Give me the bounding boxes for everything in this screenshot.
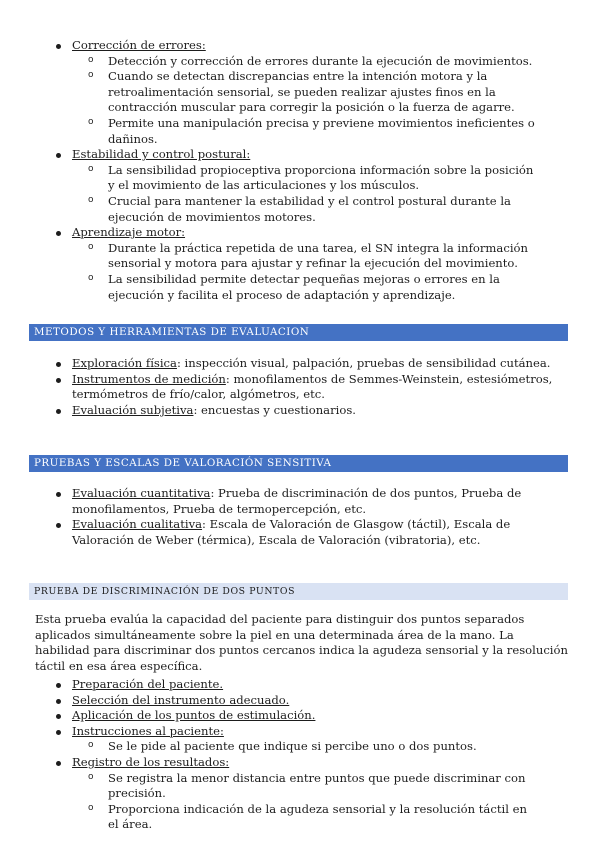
methods-list xyxy=(0,356,600,418)
list-item xyxy=(0,755,600,833)
sub-list-item: o La sensibilidad propioceptiva proporciona información sobre la posición y el movimiento de las articulaciones y los músculos. xyxy=(0,163,570,194)
item-text: : Prueba de discriminación de dos puntos, Prueba de monofilamentos, Prueba de termopercepción, etc. xyxy=(72,486,522,516)
sub-list-item: o Crucial para mantener la estabilidad y el control postural durante la ejecución de movimientos motores. xyxy=(0,194,570,225)
list-item xyxy=(0,693,600,709)
two-point-paragraph: Esta prueba evalúa la capacidad del paciente para distinguir dos puntos separados aplicados simultáneamente sobre la piel en una determinada área de la mano. La habilidad para discriminar dos puntos cercanos indica la agudeza sensorial y la resolución táctil en esa área específica. xyxy=(35,612,568,673)
list-item xyxy=(0,403,600,419)
sub-list-item: o Se registra la menor distancia entre puntos que puede discriminar con precisión. xyxy=(0,771,570,802)
sub-list-item: o Durante la práctica repetida de una tarea, el SN integra la información sensorial y motora para ajustar y refinar la ejecución del movimiento. xyxy=(0,241,570,272)
item-title: Aprendizaje motor: xyxy=(72,225,186,240)
item-term: Instrumentos de medición xyxy=(72,371,226,386)
sub-list-item: o Se le pide al paciente que indique si percibe uno o dos puntos. xyxy=(0,739,570,755)
sub-list-item: o Detección y corrección de errores durante la ejecución de movimientos. xyxy=(0,54,570,70)
sub-list xyxy=(0,54,570,148)
sub-list xyxy=(0,241,570,303)
section-heading-two-point: PRUEBA DE DISCRIMINACIÓN DE DOS PUNTOS xyxy=(29,583,568,600)
item-term: Evaluación subjetiva xyxy=(72,402,194,417)
list-item xyxy=(0,486,600,517)
tests-list xyxy=(0,486,600,548)
step-title: Registro de los resultados: xyxy=(72,754,230,769)
list-item xyxy=(0,724,600,755)
sub-list-item: o Permite una manipulación precisa y previene movimientos ineficientes o dañinos. xyxy=(0,116,570,147)
item-term: Exploración física xyxy=(72,356,177,370)
list-item xyxy=(0,356,600,372)
list-item xyxy=(0,708,600,724)
item-title: Estabilidad y control postural: xyxy=(72,147,251,162)
list-item xyxy=(0,677,600,693)
item-text: : monofilamentos de Semmes-Weinstein, estesiómetros, termómetros de frío/calor, algómetros, etc. xyxy=(72,371,553,402)
item-term: Evaluación cualitativa xyxy=(72,517,203,532)
section-heading-methods: METODOS Y HERRAMIENTAS DE EVALUACION xyxy=(29,324,568,341)
list-item xyxy=(0,372,600,403)
item-term: Evaluación cuantitativa xyxy=(72,486,211,500)
step-title: Instrucciones al paciente: xyxy=(72,723,224,738)
list-item xyxy=(0,38,600,147)
intro-list xyxy=(0,38,600,303)
list-item xyxy=(0,225,600,303)
sub-list xyxy=(0,739,570,755)
two-point-steps xyxy=(0,677,600,833)
sub-list-item: o Proporciona indicación de la agudeza sensorial y la resolución táctil en el área. xyxy=(0,802,570,833)
sub-list-item: o La sensibilidad permite detectar pequeñas mejoras o errores en la ejecución y facilita el proceso de adaptación y aprendizaje. xyxy=(0,272,570,303)
list-item xyxy=(0,517,600,548)
item-text: : encuestas y cuestionarios. xyxy=(193,402,356,417)
step-title: Preparación del paciente. xyxy=(72,677,224,691)
step-title: Selección del instrumento adecuado. xyxy=(72,692,290,707)
step-title: Aplicación de los puntos de estimulación. xyxy=(72,708,316,723)
sub-list xyxy=(0,771,570,833)
list-item xyxy=(0,147,600,225)
sub-list-item: o Cuando se detectan discrepancias entre la intención motora y la retroalimentación sensorial, se pueden realizar ajustes finos en la contracción muscular para corregir la posición o la fuerza de agarre. xyxy=(0,69,570,116)
section-heading-tests: PRUEBAS Y ESCALAS DE VALORACIÓN SENSITIVA xyxy=(29,455,568,472)
item-title: Corrección de errores: xyxy=(72,38,206,52)
item-text: : inspección visual, palpación, pruebas de sensibilidad cutánea. xyxy=(176,356,551,370)
sub-list xyxy=(0,163,570,225)
item-text: : Escala de Valoración de Glasgow (táctil), Escala de Valoración de Weber (térmica), Escala de Valoración (vibratoria), etc. xyxy=(72,517,511,547)
